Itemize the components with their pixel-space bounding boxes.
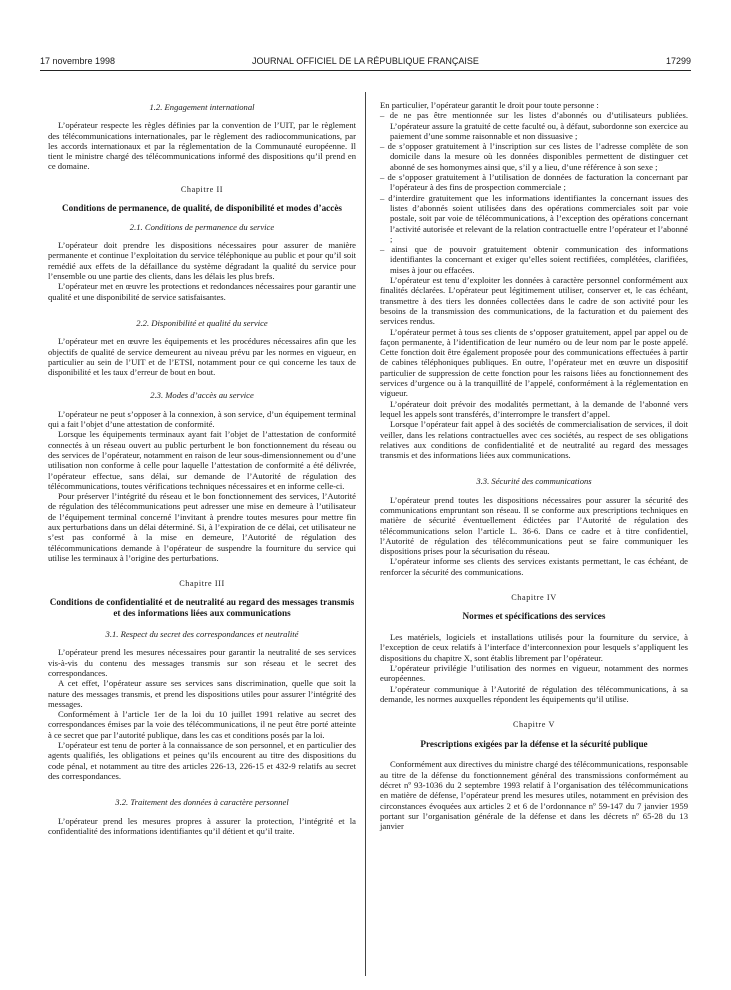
column-divider bbox=[365, 92, 366, 976]
chapter-title: Prescriptions exigées par la défense et la sécurité publique bbox=[420, 738, 648, 749]
chapter-title: Normes et spécifications des services bbox=[462, 611, 606, 622]
paragraph: L’opérateur informe ses clients des services existants permettant, le cas échéant, de renforcer la sécurité des communications. bbox=[380, 556, 688, 577]
chapter-title: Conditions de confidentialité et de neutralité au regard des messages transmis et des informations liées aux communications bbox=[49, 597, 355, 619]
list-item: – d’interdire gratuitement que les informations identifiantes la concernant issues des listes d’abonnés soient utilisées dans des opérations commerciales soit par voie postale, soit par voie de télécommunications, à l’exception des opérations concernant l’activité autorisée et relevant de la relation contractuelle entre l’opérateur et l’abonné ; bbox=[380, 192, 688, 244]
paragraph: En particulier, l’opérateur garantit le droit pour toute personne : bbox=[380, 100, 599, 110]
paragraph: L’opérateur met en œuvre les protections et redondances nécessaires pour garantir une qualité et une disponibilité de service satisfaisantes. bbox=[48, 281, 356, 302]
chapter-label: Chapitre IV bbox=[511, 593, 557, 603]
paragraph: L’opérateur prend les mesures propres à assurer la protection, l’intégrité et la confidentialité des informations identifiantes qu’il détient et qu’il traite. bbox=[48, 815, 356, 836]
paragraph: L’opérateur est tenu d’exploiter les données à caractère personnel conformément aux finalités déclarées. L’opérateur peut légitimement utiliser, conserver et, le cas échéant, transmettre à des tiers les données collectées dans le cadre de son activité pour les besoins de la transmission des communications, de la facturation et du paiement des services rendus. bbox=[380, 275, 688, 327]
list-item-text: d’interdire gratuitement que les informations identifiantes la concernant issues des listes d’abonnés soient utilisées dans des opérations commerciales soit par voie postale, soit par voie de télécommunications, à l’exception des opérations concernant l’activité autorisée et relevant de la relation contractuelle entre l’opérateur et l’abonné ; bbox=[388, 192, 688, 244]
list-item-text: de s’opposer gratuitement à l’utilisation de données de facturation la concernant par l’opérateur à des fins de prospection commerciale ; bbox=[387, 172, 689, 193]
paragraph: L’opérateur ne peut s’opposer à la connexion, à son service, d’un équipement terminal qui a fait l’objet d’une attestation de conformité. bbox=[48, 408, 356, 430]
paragraph: L’opérateur permet à tous ses clients de s’opposer gratuitement, appel par appel ou de façon permanente, à l’identification de leur numéro ou de leur nom par le poste appelé. Cette fonction doit être également proposée pour des communications effectuées à partir de cabines téléphoniques publiques. En outre, l’opérateur met en œuvre un dispositif particulier de suppression de cette fonction pour les raisons liées au fonctionnement des services d’urgence ou à la tranquillité de l’appelé, conformément à la réglementation en vigueur. bbox=[380, 326, 688, 399]
paragraph: Conformément aux directives du ministre chargé des télécommunications, responsable au titre de la défense du fonctionnement général des transmissions conformément au décret nº 93-1036 du 2 septembre 1993 relatif à l’organisation des télécommunications en matière de défense, l’opérateur prend les mesures utiles, notamment en prévision des circonstances évoquées aux articles 2 et 6 de l’ordonnance nº 59-147 du 7 janvier 1959 portant sur l’organisation générale de la défense et dans les décrets nº 65-28 du 13 janvier bbox=[380, 759, 688, 832]
list-item-text: ainsi que de pouvoir gratuitement obtenir communication des informations identifiantes la concernant et exiger qu’elles soient rectifiées, complétées, clarifiées, mises à jour ou effacées. bbox=[390, 244, 688, 275]
section-title: 2.2. Disponibilité et qualité du service bbox=[136, 317, 268, 328]
list-item-text: de s’opposer gratuitement à l’inscription sur ces listes de l’adresse complète de son domicile dans la mesure où les données disponibles permettent de distinguer cet abonné de ses homonymes ainsi que, s’il y a lieu, d’une référence à son sexe ; bbox=[387, 141, 688, 172]
header-date: 17 novembre 1998 bbox=[40, 56, 116, 66]
list-item: – de ne pas être mentionnée sur les listes d’abonnés ou d’utilisateurs publiées. L’opérateur assure la gratuité de cette faculté ou, à défaut, subordonne son exercice au paiement d’une somme raisonnable et non dissuasive ; bbox=[380, 110, 688, 141]
paragraph: Conformément à l’article 1er de la loi du 10 juillet 1991 relative au secret des correspondances émises par la voie des télécommunications, il ne peut être porté atteinte à ce secret que par l’autorité publique, dans les cas et conditions posés par la loi. bbox=[48, 709, 356, 740]
paragraph: Les matériels, logiciels et installations utilisés pour la fourniture du service, à l’exception de ceux relatifs à l’interface d’interconnexion pour lesquels s’appliquent les dispositions du chapitre X, sont établis librement par l’opérateur. bbox=[380, 632, 688, 663]
paragraph: L’opérateur respecte les règles définies par la convention de l’UIT, par le règlement des télécommunications internationales, par le règlement des radiocommunications, par les accords internationaux et par la réglementation de la Communauté européenne. Il tient le ministre chargé des télécommunications informé des dispositions qu’il prend en ce domaine. bbox=[48, 120, 356, 172]
paragraph: L’opérateur communique à l’Autorité de régulation des télécommunications, à sa demande, les normes auxquelles répondent les équipements qu’il utilise. bbox=[380, 683, 688, 704]
rights-list bbox=[380, 110, 688, 275]
left-column bbox=[48, 102, 356, 836]
section-title: 2.3. Modes d’accès au service bbox=[150, 390, 254, 401]
paragraph: L’opérateur prend toutes les dispositions nécessaires pour assurer la sécurité des communications empruntant son réseau. Il se conforme aux prescriptions techniques en matière de sécurité éventuellement édictées par l’Autorité de régulation des télécommunications selon l’article L. 36-6. Dans ce cadre et à titre confidentiel, l’Autorité de régulation des télécommunications peut se faire communiquer les dispositions prises pour la sécurisation du réseau. bbox=[380, 494, 688, 557]
paragraph: Lorsque les équipements terminaux ayant fait l’objet de l’attestation de conformité connectés à un réseau ouvert au public perturbent le bon fonctionnement du réseau ou des services de l’opérateur, notamment en raison de leur sous-dimensionnement ou d’une utilisation non conforme à celle pour laquelle l’attestation de conformité a été délivrée, l’opérateur effectue, sans délai, sur demande de l’Autorité de régulation des télécommunications, toutes vérifications techniques nécessaires et en informe celle-ci. bbox=[48, 429, 356, 491]
chapter-label: Chapitre III bbox=[179, 579, 225, 589]
header-page-number: 17299 bbox=[665, 56, 691, 66]
paragraph: Lorsque l’opérateur fait appel à des sociétés de commercialisation de services, il doit veiller, dans les relations contractuelles avec ces sociétés, au respect de ses obligations relatives aux conditions de confidentialité et de neutralité au regard des messages transmis et des informations liées aux communications. bbox=[380, 419, 688, 461]
section-title: 1.2. Engagement international bbox=[149, 102, 255, 112]
paragraph: A cet effet, l’opérateur assure ses services sans discrimination, quelle que soit la nature des messages transmis, et prend les dispositions utiles pour assurer l’intégrité des messages. bbox=[48, 678, 356, 709]
paragraph: L’opérateur prend les mesures nécessaires pour garantir la neutralité de ses services vis-à-vis du contenu des messages transmis sur son réseau et le secret des correspondances. bbox=[48, 647, 356, 678]
section-title: 3.1. Respect du secret des correspondances et neutralité bbox=[105, 629, 299, 640]
header-journal-title: JOURNAL OFFICIEL DE LA RÉPUBLIQUE FRANÇAISE bbox=[252, 56, 479, 66]
paragraph: L’opérateur doit prendre les dispositions nécessaires pour assurer de manière permanente et continue l’exploitation du service téléphonique au public et pour qu’il soit remédié aux effets de la défaillance du système dégradant la qualité du service pour l’ensemble ou une partie des clients, dans les délais les plus brefs. bbox=[48, 240, 356, 282]
section-title: 3.3. Sécurité des communications bbox=[476, 476, 592, 487]
page-header bbox=[40, 56, 691, 70]
paragraph: L’opérateur privilégie l’utilisation des normes en vigueur, notamment des normes européennes. bbox=[380, 663, 688, 684]
right-column bbox=[380, 100, 688, 831]
chapter-title: Conditions de permanence, de qualité, de disponibilité et modes d’accès bbox=[62, 203, 342, 214]
header-rule bbox=[40, 70, 691, 71]
chapter-label: Chapitre II bbox=[180, 184, 224, 194]
chapter-label: Chapitre V bbox=[512, 720, 555, 730]
paragraph: L’opérateur doit prévoir des modalités permettant, à la demande de l’abonné vers lequel les appels sont transférés, d’interrompre le transfert d’appel. bbox=[380, 398, 688, 419]
list-item: – de s’opposer gratuitement à l’utilisation de données de facturation la concernant par l’opérateur à des fins de prospection commerciale ; bbox=[380, 172, 689, 193]
list-item: – ainsi que de pouvoir gratuitement obtenir communication des informations identifiantes la concernant et exiger qu’elles soient rectifiées, complétées, clarifiées, mises à jour ou effacées. bbox=[380, 244, 688, 275]
paragraph: Pour préserver l’intégrité du réseau et le bon fonctionnement des services, l’Autorité de régulation des télécommunications peut adresser une mise en demeure à l’utilisateur de l’équipement terminal concerné l’invitant à prendre toutes mesures pour mettre fin aux perturbations dans un délai déterminé. Si, à l’expiration de ce délai, cet utilisateur ne s’est pas conformé à la mise en demeure, l’Autorité de régulation des télécommunications demande à l’opérateur de suspendre la fourniture du service qui utilise les terminaux à l’origine des perturbations. bbox=[48, 491, 356, 563]
section-title: 2.1. Conditions de permanence du service bbox=[129, 221, 275, 232]
section-title: 3.2. Traitement des données à caractère personnel bbox=[115, 797, 289, 808]
list-item-text: de ne pas être mentionnée sur les listes d’abonnés ou d’utilisateurs publiées. L’opérateur assure la gratuité de cette faculté ou, à défaut, subordonne son exercice au paiement d’une somme raisonnable et non dissuasive ; bbox=[389, 110, 688, 141]
paragraph: L’opérateur est tenu de porter à la connaissance de son personnel, et en particulier des agents qualifiés, les obligations et peines qu’ils encourent au titre des dispositions du code pénal, et notamment au titre des articles 226-13, 226-15 et 432-9 relatifs au secret des correspondances. bbox=[48, 740, 356, 781]
paragraph: L’opérateur met en œuvre les équipements et les procédures nécessaires afin que les objectifs de qualité de service demeurent au niveau prévu par les normes en vigueur, en particulier au sein de l’UIT et de l’ETSI, notamment pour ce qui concerne les taux de disponibilité et les taux d’erreur de bout en bout. bbox=[48, 336, 356, 378]
list-item: – de s’opposer gratuitement à l’inscription sur ces listes de l’adresse complète de son domicile dans la mesure où les données disponibles permettent de distinguer cet abonné de ses homonymes ainsi que, s’il y a lieu, d’une référence à son sexe ; bbox=[380, 141, 688, 172]
